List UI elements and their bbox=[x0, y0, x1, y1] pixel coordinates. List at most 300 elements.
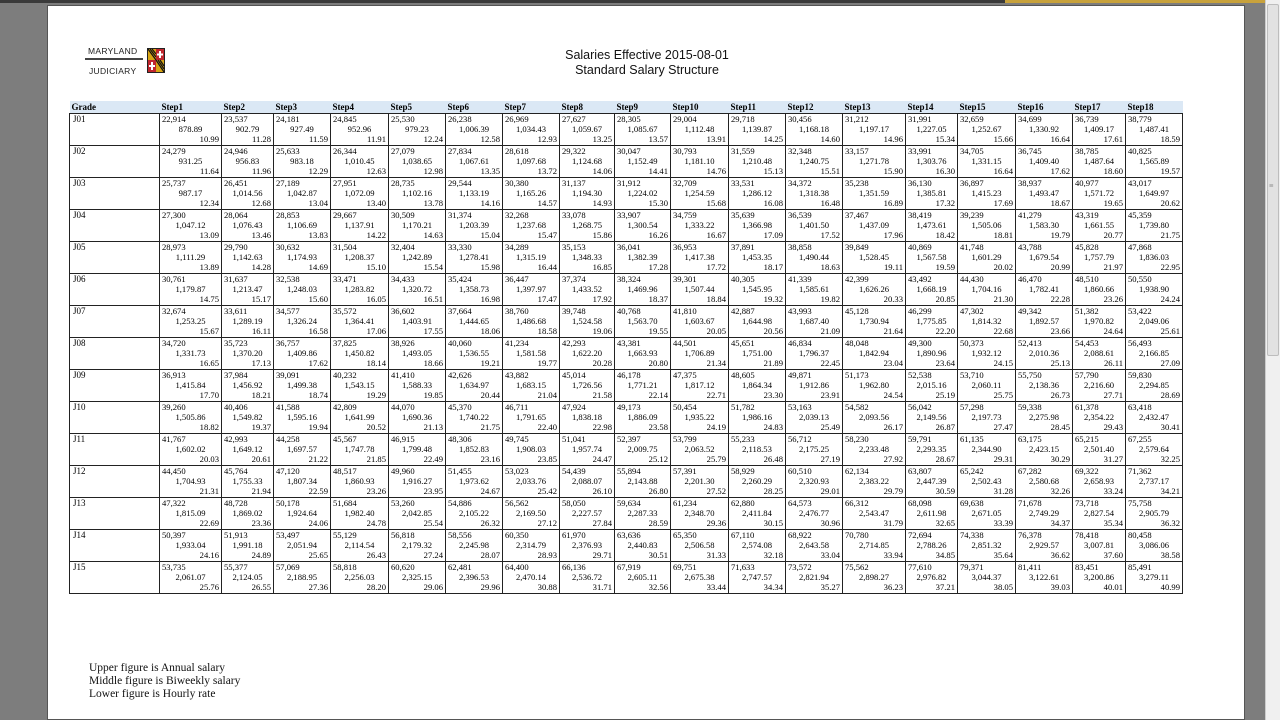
hourly-rate: 13.78 bbox=[423, 198, 443, 209]
salary-cell bbox=[222, 562, 274, 594]
hourly-rate: 20.80 bbox=[648, 358, 668, 369]
hourly-rate: 35.34 bbox=[1103, 518, 1123, 529]
annual-salary: 33,078 bbox=[562, 210, 586, 220]
hourly-rate: 20.02 bbox=[993, 262, 1013, 273]
salary-cell bbox=[446, 370, 503, 402]
hourly-rate: 22.68 bbox=[993, 326, 1013, 337]
salary-cell bbox=[729, 338, 786, 370]
biweekly-salary: 987.17 bbox=[178, 188, 203, 199]
hourly-rate: 24.15 bbox=[993, 358, 1013, 369]
annual-salary: 43,882 bbox=[505, 370, 529, 380]
hourly-rate: 15.47 bbox=[537, 230, 557, 241]
salary-cell bbox=[615, 402, 671, 434]
salary-cell bbox=[560, 242, 615, 274]
annual-salary: 62,134 bbox=[845, 466, 869, 476]
hourly-rate: 14.22 bbox=[366, 230, 386, 241]
salary-cell bbox=[560, 530, 615, 562]
table-row bbox=[70, 306, 1183, 338]
hourly-rate: 13.57 bbox=[648, 134, 668, 145]
annual-salary: 40,406 bbox=[224, 402, 248, 412]
annual-salary: 68,922 bbox=[788, 530, 812, 540]
biweekly-salary: 1,124.68 bbox=[571, 156, 603, 167]
salary-cell bbox=[222, 210, 274, 242]
hourly-rate: 15.34 bbox=[935, 134, 955, 145]
annual-salary: 63,636 bbox=[617, 530, 641, 540]
biweekly-salary: 1,326.24 bbox=[286, 316, 318, 327]
biweekly-salary: 1,370.20 bbox=[232, 348, 263, 359]
hourly-rate: 20.62 bbox=[1160, 198, 1180, 209]
column-header-step9: Step9 bbox=[615, 101, 671, 114]
hourly-rate: 26.73 bbox=[1050, 390, 1070, 401]
biweekly-salary: 952.96 bbox=[347, 124, 372, 135]
salary-cell bbox=[786, 562, 843, 594]
biweekly-salary: 1,751.00 bbox=[741, 348, 773, 359]
annual-salary: 27,079 bbox=[391, 146, 415, 156]
hourly-rate: 15.66 bbox=[993, 134, 1013, 145]
biweekly-salary: 1,072.09 bbox=[344, 188, 375, 199]
biweekly-salary: 1,585.61 bbox=[798, 284, 830, 295]
hourly-rate: 25.13 bbox=[1050, 358, 1070, 369]
salary-cell bbox=[222, 434, 274, 466]
salary-cell bbox=[906, 530, 958, 562]
hourly-rate: 27.71 bbox=[1103, 390, 1123, 401]
hourly-rate: 14.75 bbox=[199, 294, 219, 305]
column-header-step10: Step10 bbox=[671, 101, 729, 114]
scrollbar-thumb[interactable] bbox=[1267, 4, 1279, 356]
annual-salary: 38,760 bbox=[505, 306, 529, 316]
biweekly-salary: 1,318.38 bbox=[798, 188, 830, 199]
salary-cell bbox=[560, 466, 615, 498]
biweekly-salary: 1,549.82 bbox=[232, 412, 263, 423]
salary-cell bbox=[503, 562, 560, 594]
salary-cell bbox=[1016, 146, 1073, 178]
biweekly-salary: 1,836.03 bbox=[1138, 252, 1170, 263]
hourly-rate: 16.51 bbox=[423, 294, 443, 305]
hourly-rate: 18.81 bbox=[993, 230, 1013, 241]
annual-salary: 44,258 bbox=[276, 434, 300, 444]
annual-salary: 62,880 bbox=[731, 498, 755, 508]
hourly-rate: 22.59 bbox=[308, 486, 328, 497]
biweekly-salary: 2,114.54 bbox=[344, 540, 375, 551]
biweekly-salary: 2,470.14 bbox=[515, 572, 547, 583]
annual-salary: 46,299 bbox=[908, 306, 932, 316]
biweekly-salary: 1,775.85 bbox=[916, 316, 947, 327]
hourly-rate: 24.47 bbox=[592, 454, 612, 465]
hourly-rate: 12.34 bbox=[199, 198, 219, 209]
hourly-rate: 22.95 bbox=[1160, 262, 1180, 273]
biweekly-salary: 1,626.26 bbox=[858, 284, 890, 295]
hourly-rate: 31.28 bbox=[993, 486, 1013, 497]
hourly-rate: 29.96 bbox=[480, 582, 500, 593]
biweekly-salary: 1,006.39 bbox=[458, 124, 490, 135]
salary-cell bbox=[1126, 466, 1183, 498]
biweekly-salary: 1,268.75 bbox=[571, 220, 603, 231]
hourly-rate: 17.47 bbox=[537, 294, 557, 305]
salary-cell bbox=[274, 210, 331, 242]
biweekly-salary: 1,085.67 bbox=[627, 124, 658, 135]
hourly-rate: 12.98 bbox=[423, 166, 443, 177]
salary-cell bbox=[331, 530, 389, 562]
annual-salary: 31,559 bbox=[731, 146, 755, 156]
grade-cell: J04 bbox=[70, 210, 160, 242]
salary-cell bbox=[843, 274, 906, 306]
biweekly-salary: 2,671.05 bbox=[971, 508, 1002, 519]
salary-cell bbox=[958, 434, 1016, 466]
hourly-rate: 23.85 bbox=[537, 454, 557, 465]
salary-cell bbox=[1126, 306, 1183, 338]
annual-salary: 78,418 bbox=[1075, 530, 1099, 540]
biweekly-salary: 1,595.16 bbox=[286, 412, 318, 423]
hourly-rate: 30.59 bbox=[935, 486, 955, 497]
salary-cell bbox=[160, 242, 222, 274]
annual-salary: 51,173 bbox=[845, 370, 869, 380]
biweekly-salary: 1,814.32 bbox=[971, 316, 1002, 327]
hourly-rate: 18.66 bbox=[423, 358, 443, 369]
salary-cell bbox=[503, 498, 560, 530]
annual-salary: 45,359 bbox=[1128, 210, 1152, 220]
column-header-step5: Step5 bbox=[389, 101, 446, 114]
salary-cell bbox=[446, 178, 503, 210]
annual-salary: 33,907 bbox=[617, 210, 641, 220]
biweekly-salary: 2,536.72 bbox=[571, 572, 603, 583]
hourly-rate: 33.04 bbox=[820, 550, 840, 561]
annual-salary: 46,711 bbox=[505, 402, 529, 412]
annual-salary: 30,793 bbox=[673, 146, 697, 156]
salary-cell bbox=[560, 210, 615, 242]
biweekly-salary: 1,499.38 bbox=[286, 380, 318, 391]
annual-salary: 31,504 bbox=[333, 242, 357, 252]
salary-cell bbox=[786, 466, 843, 498]
hourly-rate: 17.62 bbox=[1050, 166, 1070, 177]
hourly-rate: 18.42 bbox=[935, 230, 955, 241]
annual-salary: 40,232 bbox=[333, 370, 357, 380]
hourly-rate: 27.84 bbox=[592, 518, 612, 529]
biweekly-salary: 1,286.12 bbox=[741, 188, 773, 199]
biweekly-salary: 1,165.26 bbox=[515, 188, 547, 199]
annual-salary: 23,537 bbox=[224, 114, 248, 124]
column-header-step15: Step15 bbox=[958, 101, 1016, 114]
column-header-step16: Step16 bbox=[1016, 101, 1073, 114]
salary-cell bbox=[503, 146, 560, 178]
biweekly-salary: 1,860.66 bbox=[1083, 284, 1115, 295]
hourly-rate: 17.61 bbox=[1103, 134, 1123, 145]
salary-cell bbox=[222, 530, 274, 562]
table-row bbox=[70, 178, 1183, 210]
hourly-rate: 37.60 bbox=[1103, 550, 1123, 561]
annual-salary: 69,638 bbox=[960, 498, 984, 508]
salary-cell bbox=[1016, 402, 1073, 434]
annual-salary: 33,330 bbox=[448, 242, 472, 252]
hourly-rate: 16.85 bbox=[592, 262, 612, 273]
hourly-rate: 24.19 bbox=[706, 422, 726, 433]
salary-cell bbox=[560, 306, 615, 338]
hourly-rate: 19.77 bbox=[537, 358, 557, 369]
hourly-rate: 25.12 bbox=[648, 454, 668, 465]
annual-salary: 26,451 bbox=[224, 178, 248, 188]
hourly-rate: 19.57 bbox=[1160, 166, 1180, 177]
salary-cell bbox=[843, 178, 906, 210]
biweekly-salary: 1,487.41 bbox=[1138, 124, 1170, 135]
annual-salary: 48,048 bbox=[845, 338, 869, 348]
salary-cell bbox=[958, 370, 1016, 402]
annual-salary: 37,984 bbox=[224, 370, 248, 380]
annual-salary: 41,279 bbox=[1018, 210, 1042, 220]
salary-cell bbox=[331, 402, 389, 434]
annual-salary: 65,215 bbox=[1075, 434, 1099, 444]
salary-cell bbox=[331, 274, 389, 306]
hourly-rate: 24.24 bbox=[1160, 294, 1180, 305]
salary-cell bbox=[671, 562, 729, 594]
biweekly-salary: 1,649.97 bbox=[1138, 188, 1170, 199]
biweekly-salary: 1,303.76 bbox=[916, 156, 947, 167]
annual-salary: 53,260 bbox=[391, 498, 415, 508]
table-row bbox=[70, 146, 1183, 178]
salary-cell bbox=[160, 370, 222, 402]
annual-salary: 30,456 bbox=[788, 114, 812, 124]
biweekly-salary: 2,320.93 bbox=[798, 476, 830, 487]
hourly-rate: 18.63 bbox=[820, 262, 840, 273]
biweekly-salary: 1,097.68 bbox=[515, 156, 547, 167]
biweekly-salary: 2,354.22 bbox=[1083, 412, 1115, 423]
biweekly-salary: 1,493.47 bbox=[1028, 188, 1060, 199]
salary-cell bbox=[1126, 338, 1183, 370]
biweekly-salary: 2,245.98 bbox=[458, 540, 490, 551]
annual-salary: 73,718 bbox=[1075, 498, 1099, 508]
hourly-rate: 14.06 bbox=[592, 166, 612, 177]
annual-salary: 33,157 bbox=[845, 146, 869, 156]
annual-salary: 47,375 bbox=[673, 370, 697, 380]
biweekly-salary: 1,320.72 bbox=[401, 284, 433, 295]
hourly-rate: 13.04 bbox=[308, 198, 328, 209]
hourly-rate: 15.90 bbox=[883, 166, 903, 177]
salary-cell bbox=[671, 210, 729, 242]
hourly-rate: 32.26 bbox=[1050, 486, 1070, 497]
salary-cell bbox=[389, 114, 446, 146]
annual-salary: 43,492 bbox=[908, 274, 932, 284]
hourly-rate: 30.51 bbox=[648, 550, 668, 561]
salary-cell bbox=[958, 146, 1016, 178]
salary-cell bbox=[843, 466, 906, 498]
salary-cell bbox=[729, 402, 786, 434]
biweekly-salary: 1,991.18 bbox=[232, 540, 263, 551]
biweekly-salary: 1,181.10 bbox=[684, 156, 715, 167]
biweekly-salary: 1,687.40 bbox=[798, 316, 830, 327]
annual-salary: 57,391 bbox=[673, 466, 697, 476]
salary-cell bbox=[1073, 562, 1126, 594]
grade-cell: J15 bbox=[70, 562, 160, 594]
biweekly-salary: 2,432.47 bbox=[1138, 412, 1170, 423]
salary-cell bbox=[671, 274, 729, 306]
biweekly-salary: 1,739.80 bbox=[1138, 220, 1170, 231]
hourly-rate: 14.57 bbox=[537, 198, 557, 209]
salary-cell bbox=[160, 338, 222, 370]
hourly-rate: 16.48 bbox=[820, 198, 840, 209]
salary-cell bbox=[1073, 178, 1126, 210]
biweekly-salary: 1,168.18 bbox=[798, 124, 830, 135]
biweekly-salary: 1,938.90 bbox=[1138, 284, 1170, 295]
salary-cell bbox=[615, 274, 671, 306]
annual-salary: 53,422 bbox=[1128, 306, 1152, 316]
biweekly-salary: 1,815.09 bbox=[175, 508, 206, 519]
hourly-rate: 17.52 bbox=[820, 230, 840, 241]
salary-cell bbox=[958, 402, 1016, 434]
salary-cell bbox=[729, 466, 786, 498]
salary-cell bbox=[1016, 562, 1073, 594]
annual-salary: 41,588 bbox=[276, 402, 300, 412]
salary-cell bbox=[906, 210, 958, 242]
annual-salary: 29,790 bbox=[224, 242, 248, 252]
annual-salary: 53,710 bbox=[960, 370, 984, 380]
biweekly-salary: 1,415.84 bbox=[175, 380, 206, 391]
annual-salary: 49,960 bbox=[391, 466, 415, 476]
biweekly-salary: 1,278.41 bbox=[458, 252, 490, 263]
annual-salary: 79,371 bbox=[960, 562, 984, 572]
biweekly-salary: 2,440.83 bbox=[627, 540, 658, 551]
salary-cell bbox=[446, 338, 503, 370]
biweekly-salary: 1,252.67 bbox=[971, 124, 1002, 135]
annual-salary: 69,322 bbox=[1075, 466, 1099, 476]
biweekly-salary: 2,233.48 bbox=[858, 444, 890, 455]
column-header-step1: Step1 bbox=[160, 101, 222, 114]
salary-cell bbox=[446, 498, 503, 530]
annual-salary: 56,818 bbox=[391, 530, 415, 540]
annual-salary: 35,723 bbox=[224, 338, 248, 348]
hourly-rate: 13.83 bbox=[308, 230, 328, 241]
biweekly-salary: 1,271.78 bbox=[858, 156, 890, 167]
biweekly-salary: 2,227.57 bbox=[571, 508, 603, 519]
annual-salary: 67,919 bbox=[617, 562, 641, 572]
legend-biweekly: Middle figure is Biweekly salary bbox=[89, 675, 241, 687]
hourly-rate: 19.82 bbox=[820, 294, 840, 305]
hourly-rate: 16.26 bbox=[648, 230, 668, 241]
annual-salary: 57,298 bbox=[960, 402, 984, 412]
hourly-rate: 39.03 bbox=[1050, 582, 1070, 593]
annual-salary: 66,312 bbox=[845, 498, 869, 508]
salary-cell bbox=[615, 306, 671, 338]
hourly-rate: 19.65 bbox=[1103, 198, 1123, 209]
hourly-rate: 14.16 bbox=[480, 198, 500, 209]
hourly-rate: 23.95 bbox=[423, 486, 443, 497]
salary-cell bbox=[958, 306, 1016, 338]
biweekly-salary: 1,450.82 bbox=[344, 348, 375, 359]
annual-salary: 56,042 bbox=[908, 402, 932, 412]
biweekly-salary: 3,122.61 bbox=[1028, 572, 1060, 583]
annual-salary: 36,913 bbox=[162, 370, 186, 380]
salary-cell bbox=[843, 338, 906, 370]
annual-salary: 38,926 bbox=[391, 338, 415, 348]
biweekly-salary: 2,010.36 bbox=[1028, 348, 1060, 359]
annual-salary: 28,305 bbox=[617, 114, 641, 124]
annual-salary: 58,050 bbox=[562, 498, 586, 508]
biweekly-salary: 2,256.03 bbox=[344, 572, 375, 583]
column-header-step14: Step14 bbox=[906, 101, 958, 114]
salary-cell bbox=[671, 114, 729, 146]
annual-salary: 49,173 bbox=[617, 402, 641, 412]
hourly-rate: 26.48 bbox=[763, 454, 783, 465]
salary-cell bbox=[446, 306, 503, 338]
hourly-rate: 27.52 bbox=[706, 486, 726, 497]
biweekly-salary: 2,344.90 bbox=[971, 444, 1002, 455]
grade-cell: J11 bbox=[70, 434, 160, 466]
annual-salary: 56,712 bbox=[788, 434, 812, 444]
hourly-rate: 25.42 bbox=[537, 486, 557, 497]
hourly-rate: 28.20 bbox=[366, 582, 386, 593]
biweekly-salary: 1,507.44 bbox=[684, 284, 715, 295]
salary-cell bbox=[503, 338, 560, 370]
hourly-rate: 22.69 bbox=[199, 518, 219, 529]
hourly-rate: 30.29 bbox=[1050, 454, 1070, 465]
hourly-rate: 12.93 bbox=[537, 134, 557, 145]
hourly-rate: 24.89 bbox=[251, 550, 271, 561]
hourly-rate: 25.19 bbox=[935, 390, 955, 401]
column-header-step17: Step17 bbox=[1073, 101, 1126, 114]
biweekly-salary: 1,417.38 bbox=[684, 252, 715, 263]
biweekly-salary: 2,294.85 bbox=[1138, 380, 1170, 391]
annual-salary: 34,705 bbox=[960, 146, 984, 156]
annual-salary: 34,372 bbox=[788, 178, 812, 188]
hourly-rate: 30.15 bbox=[763, 518, 783, 529]
hourly-rate: 31.27 bbox=[1103, 454, 1123, 465]
hourly-rate: 20.56 bbox=[763, 326, 783, 337]
hourly-rate: 16.08 bbox=[763, 198, 783, 209]
annual-salary: 55,894 bbox=[617, 466, 641, 476]
grade-cell: J05 bbox=[70, 242, 160, 274]
biweekly-salary: 1,583.30 bbox=[1028, 220, 1060, 231]
biweekly-salary: 1,860.93 bbox=[344, 476, 375, 487]
salary-cell bbox=[560, 274, 615, 306]
hourly-rate: 16.98 bbox=[480, 294, 500, 305]
hourly-rate: 20.85 bbox=[935, 294, 955, 305]
biweekly-salary: 1,890.96 bbox=[916, 348, 947, 359]
biweekly-salary: 2,051.94 bbox=[286, 540, 318, 551]
salary-cell bbox=[786, 434, 843, 466]
salary-cell bbox=[331, 242, 389, 274]
hourly-rate: 27.19 bbox=[820, 454, 840, 465]
salary-cell bbox=[503, 370, 560, 402]
salary-cell bbox=[160, 434, 222, 466]
salary-cell bbox=[615, 338, 671, 370]
annual-salary: 30,047 bbox=[617, 146, 641, 156]
biweekly-salary: 1,469.96 bbox=[627, 284, 658, 295]
annual-salary: 49,342 bbox=[1018, 306, 1042, 316]
biweekly-salary: 1,912.86 bbox=[798, 380, 830, 391]
document-subtitle: Standard Salary Structure bbox=[575, 63, 719, 77]
biweekly-salary: 2,216.60 bbox=[1083, 380, 1115, 391]
annual-salary: 42,887 bbox=[731, 306, 755, 316]
salary-cell bbox=[786, 370, 843, 402]
annual-salary: 39,849 bbox=[845, 242, 869, 252]
salary-cell bbox=[1073, 306, 1126, 338]
hourly-rate: 21.97 bbox=[1103, 262, 1123, 273]
annual-salary: 40,305 bbox=[731, 274, 755, 284]
salary-cell bbox=[906, 274, 958, 306]
hourly-rate: 29.36 bbox=[706, 518, 726, 529]
table-row bbox=[70, 530, 1183, 562]
annual-salary: 35,424 bbox=[448, 274, 472, 284]
biweekly-salary: 2,314.79 bbox=[515, 540, 547, 551]
salary-cell bbox=[906, 466, 958, 498]
biweekly-salary: 2,166.85 bbox=[1138, 348, 1170, 359]
salary-cell bbox=[906, 402, 958, 434]
hourly-rate: 17.92 bbox=[592, 294, 612, 305]
annual-salary: 27,300 bbox=[162, 210, 186, 220]
column-header-step4: Step4 bbox=[331, 101, 389, 114]
annual-salary: 47,322 bbox=[162, 498, 186, 508]
biweekly-salary: 3,007.81 bbox=[1083, 540, 1115, 551]
grade-cell: J13 bbox=[70, 498, 160, 530]
biweekly-salary: 1,842.94 bbox=[858, 348, 890, 359]
salary-cell bbox=[1016, 114, 1073, 146]
